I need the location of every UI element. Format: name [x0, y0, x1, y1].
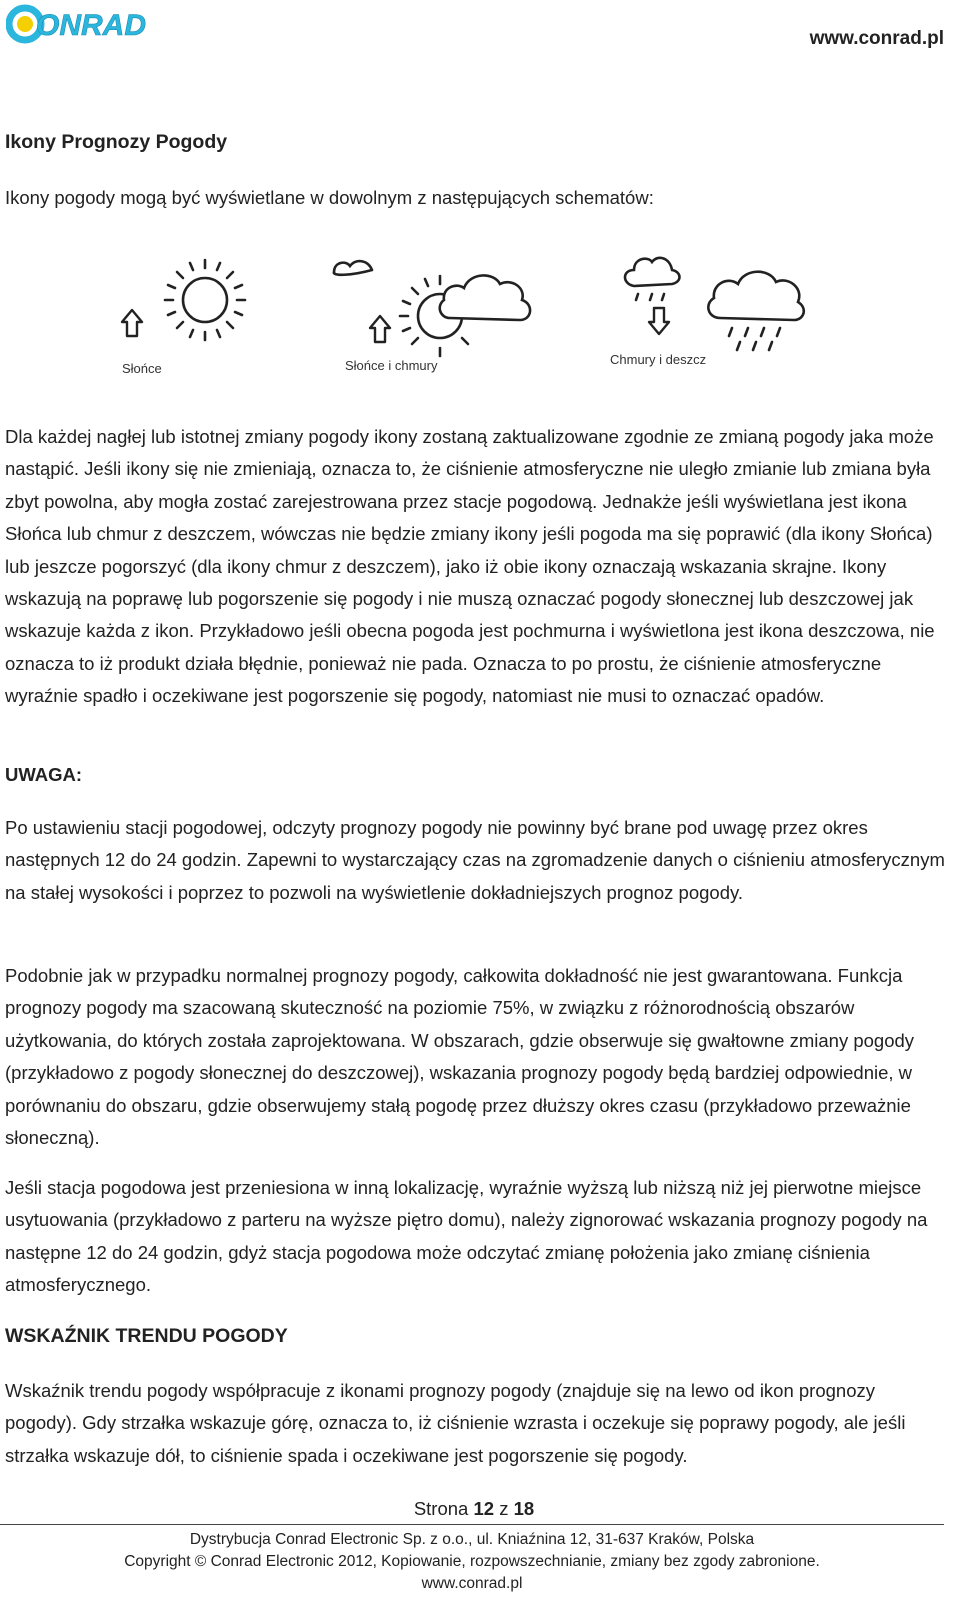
paragraph-icons-behavior [5, 421, 945, 713]
arrow-up-icon [122, 310, 142, 336]
intro-paragraph: Ikony pogody mogą być wyświetlane w dowolnym z następujących schematów: [5, 187, 654, 208]
paragraph-setup-note [5, 812, 945, 909]
footer-site-url[interactable]: www.conrad.pl [421, 1575, 523, 1592]
svg-text:ONRAD: ONRAD [36, 9, 146, 42]
paragraph-text: Jeśli stacja pogodowa jest przeniesiona w inną lokalizację, wyraźnie wyższą lub niższą niż jej pierwotne miejsce usytuowania (przykładowo z parteru na wyższe piętro domu), należy zignorować wskazania prognozy pogody na następne 12 do 24 godzin, gdyż stacja pogodowa może odczytać zmianę położenia jako zmianę ciśnienia atmosferycznego. [5, 1177, 928, 1296]
paragraph-text: Wskaźnik trendu pogody współpracuje z ikonami prognozy pogody (znajduje się na lewo od ikon prognozy pogody). Gdy strzałka wskazuje górę, oznacza to, iż ciśnienie wzrasta i oczekuje się poprawy pogody, ale jeśli strzałka wskazuje dół, to ciśnienie spada i oczekiwane jest pogorszenie się pogody. [5, 1380, 906, 1466]
footer-address: Dystrybucja Conrad Electronic Sp. z o.o., ul. Kniaźnina 12, 31-637 Kraków, Polska [189, 1531, 755, 1548]
page-separator: z [499, 1498, 509, 1519]
page-total: 18 [513, 1498, 535, 1519]
paragraph-text: Po ustawieniu stacji pogodowej, odczyty prognozy pogody nie powinny być brane pod uwagę przez okres następnych 12 do 24 godzin. Zapewni to wystarczający czas na zgromadzenie danych o ciśnieniu atmosferycznym na stałej wysokości i poprzez to pozwoli na wyświetlenie dokładniejszych prognoz pogody. [5, 817, 945, 903]
rain-cloud-icon [625, 258, 804, 350]
paragraph-text: Dla każdej nagłej lub istotnej zmiany pogody ikony zostaną zaktualizowane zgodnie ze zmianą pogody jaka może nastąpić. Jeśli ikony się nie zmieniają, oznacza to, że ciśnienie atmosferyczne nie uległo zmianie lub zmiana była zbyt powolna, aby mogła zostać zarejestrowana przez stacje pogodową. Jednakże jeśli wyświetlana jest ikona Słońca lub chmur z deszczem, wówczas nie będzie zmiany ikony jeśli pogoda ma się poprawić (dla ikony Słońca) lub jeszcze pogorszyć (dla ikony chmur z deszczem), jako iż obie ikony oznaczają wskazania skrajne. Ikony wskazują na poprawę lub pogorszenie się pogody i nie muszą oznaczać pogody słonecznej lub deszczowej jak wskazuje każda z ikon. Przykładowo jeśli obecna pogoda jest pochmurna i wyświetlona jest ikona deszczowa, nie oznacza to iż produkt działa błędnie, ponieważ nie pada. Oznacza to po prostu, że ciśnienie atmosferyczne wyraźnie spadło i oczekiwane jest pogorszenie się pogody, natomiast nie musi to oznaczać opadów. [5, 426, 935, 707]
page-title: Ikony Prognozy Pogody [5, 131, 228, 153]
sun-cloud-icon [334, 261, 530, 356]
note-heading: UWAGA: [5, 764, 83, 785]
arrow-down-icon [649, 308, 669, 334]
weather-icons-figure [110, 248, 830, 388]
icon-caption-sun: Słońce [122, 361, 162, 376]
trend-heading: WSKAŹNIK TRENDU POGODY [5, 1325, 288, 1347]
footer-copyright: Copyright © Conrad Electronic 2012, Kopiowanie, rozpowszechnianie, zmiany bez zgody zabronione. [124, 1553, 820, 1570]
paragraph-relocation [5, 1172, 945, 1302]
paragraph-trend [5, 1375, 945, 1472]
paragraph-text: Podobnie jak w przypadku normalnej prognozy pogody, całkowita dokładność nie jest gwarantowana. Funkcja prognozy pogody ma szacowaną skuteczność na poziomie 75%, w związku z różnorodnością obszarów użytkowania, do których została zaprojektowana. W obszarach, gdzie obserwuje się gwałtowne zmiany pogody (przykładowo z pogody słonecznej do deszczowej), wskazania prognozy pogody będą bardziej odpowiednie, w porównaniu do obszaru, gdzie obserwujemy stałą pogodę przez dłuższy okres czasu (przykładowo przeważnie słoneczną). [5, 965, 915, 1149]
header-site-url[interactable]: www.conrad.pl [809, 28, 944, 49]
intro-text [5, 182, 945, 214]
icon-caption-rain-cloud: Chmury i deszcz [610, 352, 707, 367]
paragraph-accuracy [5, 960, 945, 1154]
icon-caption-sun-cloud: Słońce i chmury [345, 358, 438, 373]
page-number [0, 1498, 948, 1520]
conrad-logo [6, 4, 164, 44]
page-prefix: Strona [413, 1498, 469, 1519]
page-current: 12 [473, 1498, 495, 1519]
sun-icon [165, 260, 245, 340]
arrow-up-icon [370, 316, 390, 342]
footer-divider [0, 1524, 944, 1525]
